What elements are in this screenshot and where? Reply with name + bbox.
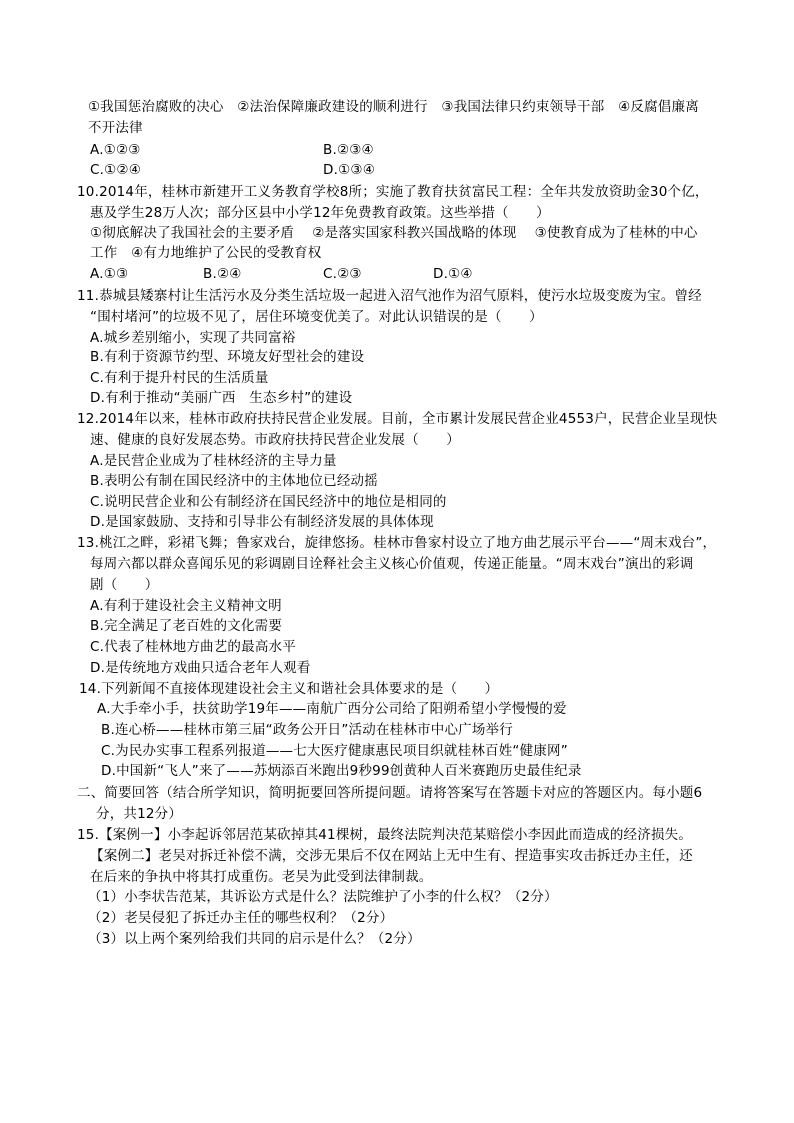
q15-case1: 15.【案例一】小李起诉邻居范某砍掉其41棵树，最终法院判决范某赔偿小李因此而造成的经济损失。 [77, 827, 693, 843]
q10-stem-line1: 10.2014年，桂林市新建开工义务教育学校8所；实施了教育扶贫富民工程：全年共发放资助金30个亿， [77, 184, 709, 200]
q10-stem-line2: 惠及学生28万人次；部分区县中小学12年免费教育政策。这些举措（ ） [90, 205, 550, 221]
q10-statements-line2: 工作 ④有力地维护了公民的受教育权 [90, 245, 322, 261]
q10-option-c: C.②③ [323, 266, 362, 282]
q13-stem-line2: 每周六都以群众喜闻乐见的彩调剧目诠释社会主义核心价值观，传递正能量。“周末戏台”演出的彩调 [90, 556, 694, 572]
q9-option-c: C.①②④ [90, 162, 142, 178]
q13-stem-line3: 剧（ ） [90, 577, 159, 593]
q11-stem-line1: 11.恭城县矮寨村让生活污水及分类生活垃圾一起进入沼气池作为沼气原料，使污水垃圾变废为宝。曾经 [77, 288, 702, 304]
q15-case2-line2: 在后来的争执中将其打成重伤。老吴为此受到法律制裁。 [90, 869, 433, 885]
q11-option-d: D.有利于推动“美丽广西 生态乡村”的建设 [90, 390, 353, 406]
q13-option-b: B.完全满足了老百姓的文化需要 [90, 618, 283, 634]
q14-stem: 14.下列新闻不直接体现建设社会主义和谐社会具体要求的是（ ） [79, 681, 499, 697]
q9-statements-line1: ①我国惩治腐败的决心 ②法治保障廉政建设的顺利进行 ③我国法律只约束领导干部 ④反腐倡廉离 [88, 99, 699, 115]
section2-heading-line1: 二、简要回答（结合所学知识，简明扼要回答所提问题。请将答案写在答题卡对应的答题区内。每小题6 [77, 785, 703, 801]
q15-subquestion-1: （1）小李状告范某，其诉讼方式是什么？法院维护了小李的什么权？（2分） [88, 889, 558, 905]
q14-option-a: A.大手牵小手，扶贫助学19年——南航广西分公司给了阳朔希望小学慢慢的爱 [97, 701, 567, 717]
q11-stem-line2: “围村堵河”的垃圾不见了，居住环境变优美了。对此认识错误的是（ ） [90, 309, 543, 325]
q12-option-d: D.是国家鼓励、支持和引导非公有制经济发展的具体体现 [90, 514, 434, 530]
q14-option-d: D.中国新“飞人”来了——苏炳添百米跑出9秒99创黄种人百米赛跑历史最佳纪录 [101, 763, 582, 779]
q14-option-b: B.连心桥——桂林市第三届“政务公开日”活动在桂林市中心广场举行 [101, 722, 513, 738]
q12-option-b: B.表明公有制在国民经济中的主体地位已经动摇 [90, 473, 378, 489]
q11-option-b: B.有利于资源节约型、环境友好型社会的建设 [90, 349, 365, 365]
q13-option-c: C.代表了桂林地方曲艺的最高水平 [90, 639, 296, 655]
q10-statements-line1: ①彻底解决了我国社会的主要矛盾 ②是落实国家科教兴国战略的体现 ③使教育成为了桂林的中心 [90, 225, 698, 241]
section2-heading-line2: 分，共12分） [96, 806, 183, 822]
q15-subquestion-2: （2）老吴侵犯了拆迁办主任的哪些权利？（2分） [88, 910, 394, 926]
q9-statements-line2: 不开法律 [88, 120, 143, 136]
q13-stem-line1: 13.桃江之畔，彩裙飞舞；鲁家戏台，旋律悠扬。桂林市鲁家村设立了地方曲艺展示平台——“周末戏台”， [77, 535, 717, 551]
q9-option-d: D.①③④ [323, 162, 375, 178]
q10-option-b: B.②④ [203, 266, 242, 282]
q10-option-d: D.①④ [433, 266, 473, 282]
q13-option-a: A.有利于建设社会主义精神文明 [90, 598, 282, 614]
q11-option-a: A.城乡差别缩小，实现了共同富裕 [90, 330, 296, 346]
q9-option-b: B.②③④ [323, 142, 374, 158]
q9-option-a: A.①②③ [90, 142, 141, 158]
q11-option-c: C.有利于提升村民的生活质量 [90, 370, 269, 386]
q10-option-a: A.①③ [90, 266, 129, 282]
q15-subquestion-3: （3）以上两个案列给我们共同的启示是什么？（2分） [88, 931, 421, 947]
q12-stem-line2: 速、健康的良好发展态势。市政府扶持民营企业发展（ ） [90, 432, 460, 448]
q13-option-d: D.是传统地方戏曲只适合老年人观看 [90, 660, 311, 676]
q12-option-a: A.是民营企业成为了桂林经济的主导力量 [90, 453, 337, 469]
q14-option-c: C.为民办实事工程系列报道——七大医疗健康惠民项目织就桂林百姓“健康网” [101, 743, 568, 759]
q12-stem-line1: 12.2014年以来，桂林市政府扶持民营企业发展。目前，全市累计发展民营企业4553户，民营企业呈现快 [77, 411, 718, 427]
q15-case2-line1: 【案例二】老吴对拆迁补偿不满，交涉无果后不仅在网站上无中生有、捏造事实攻击拆迁办主任，还 [90, 848, 693, 864]
q12-option-c: C.说明民营企业和公有制经济在国民经济中的地位是相同的 [90, 494, 447, 510]
